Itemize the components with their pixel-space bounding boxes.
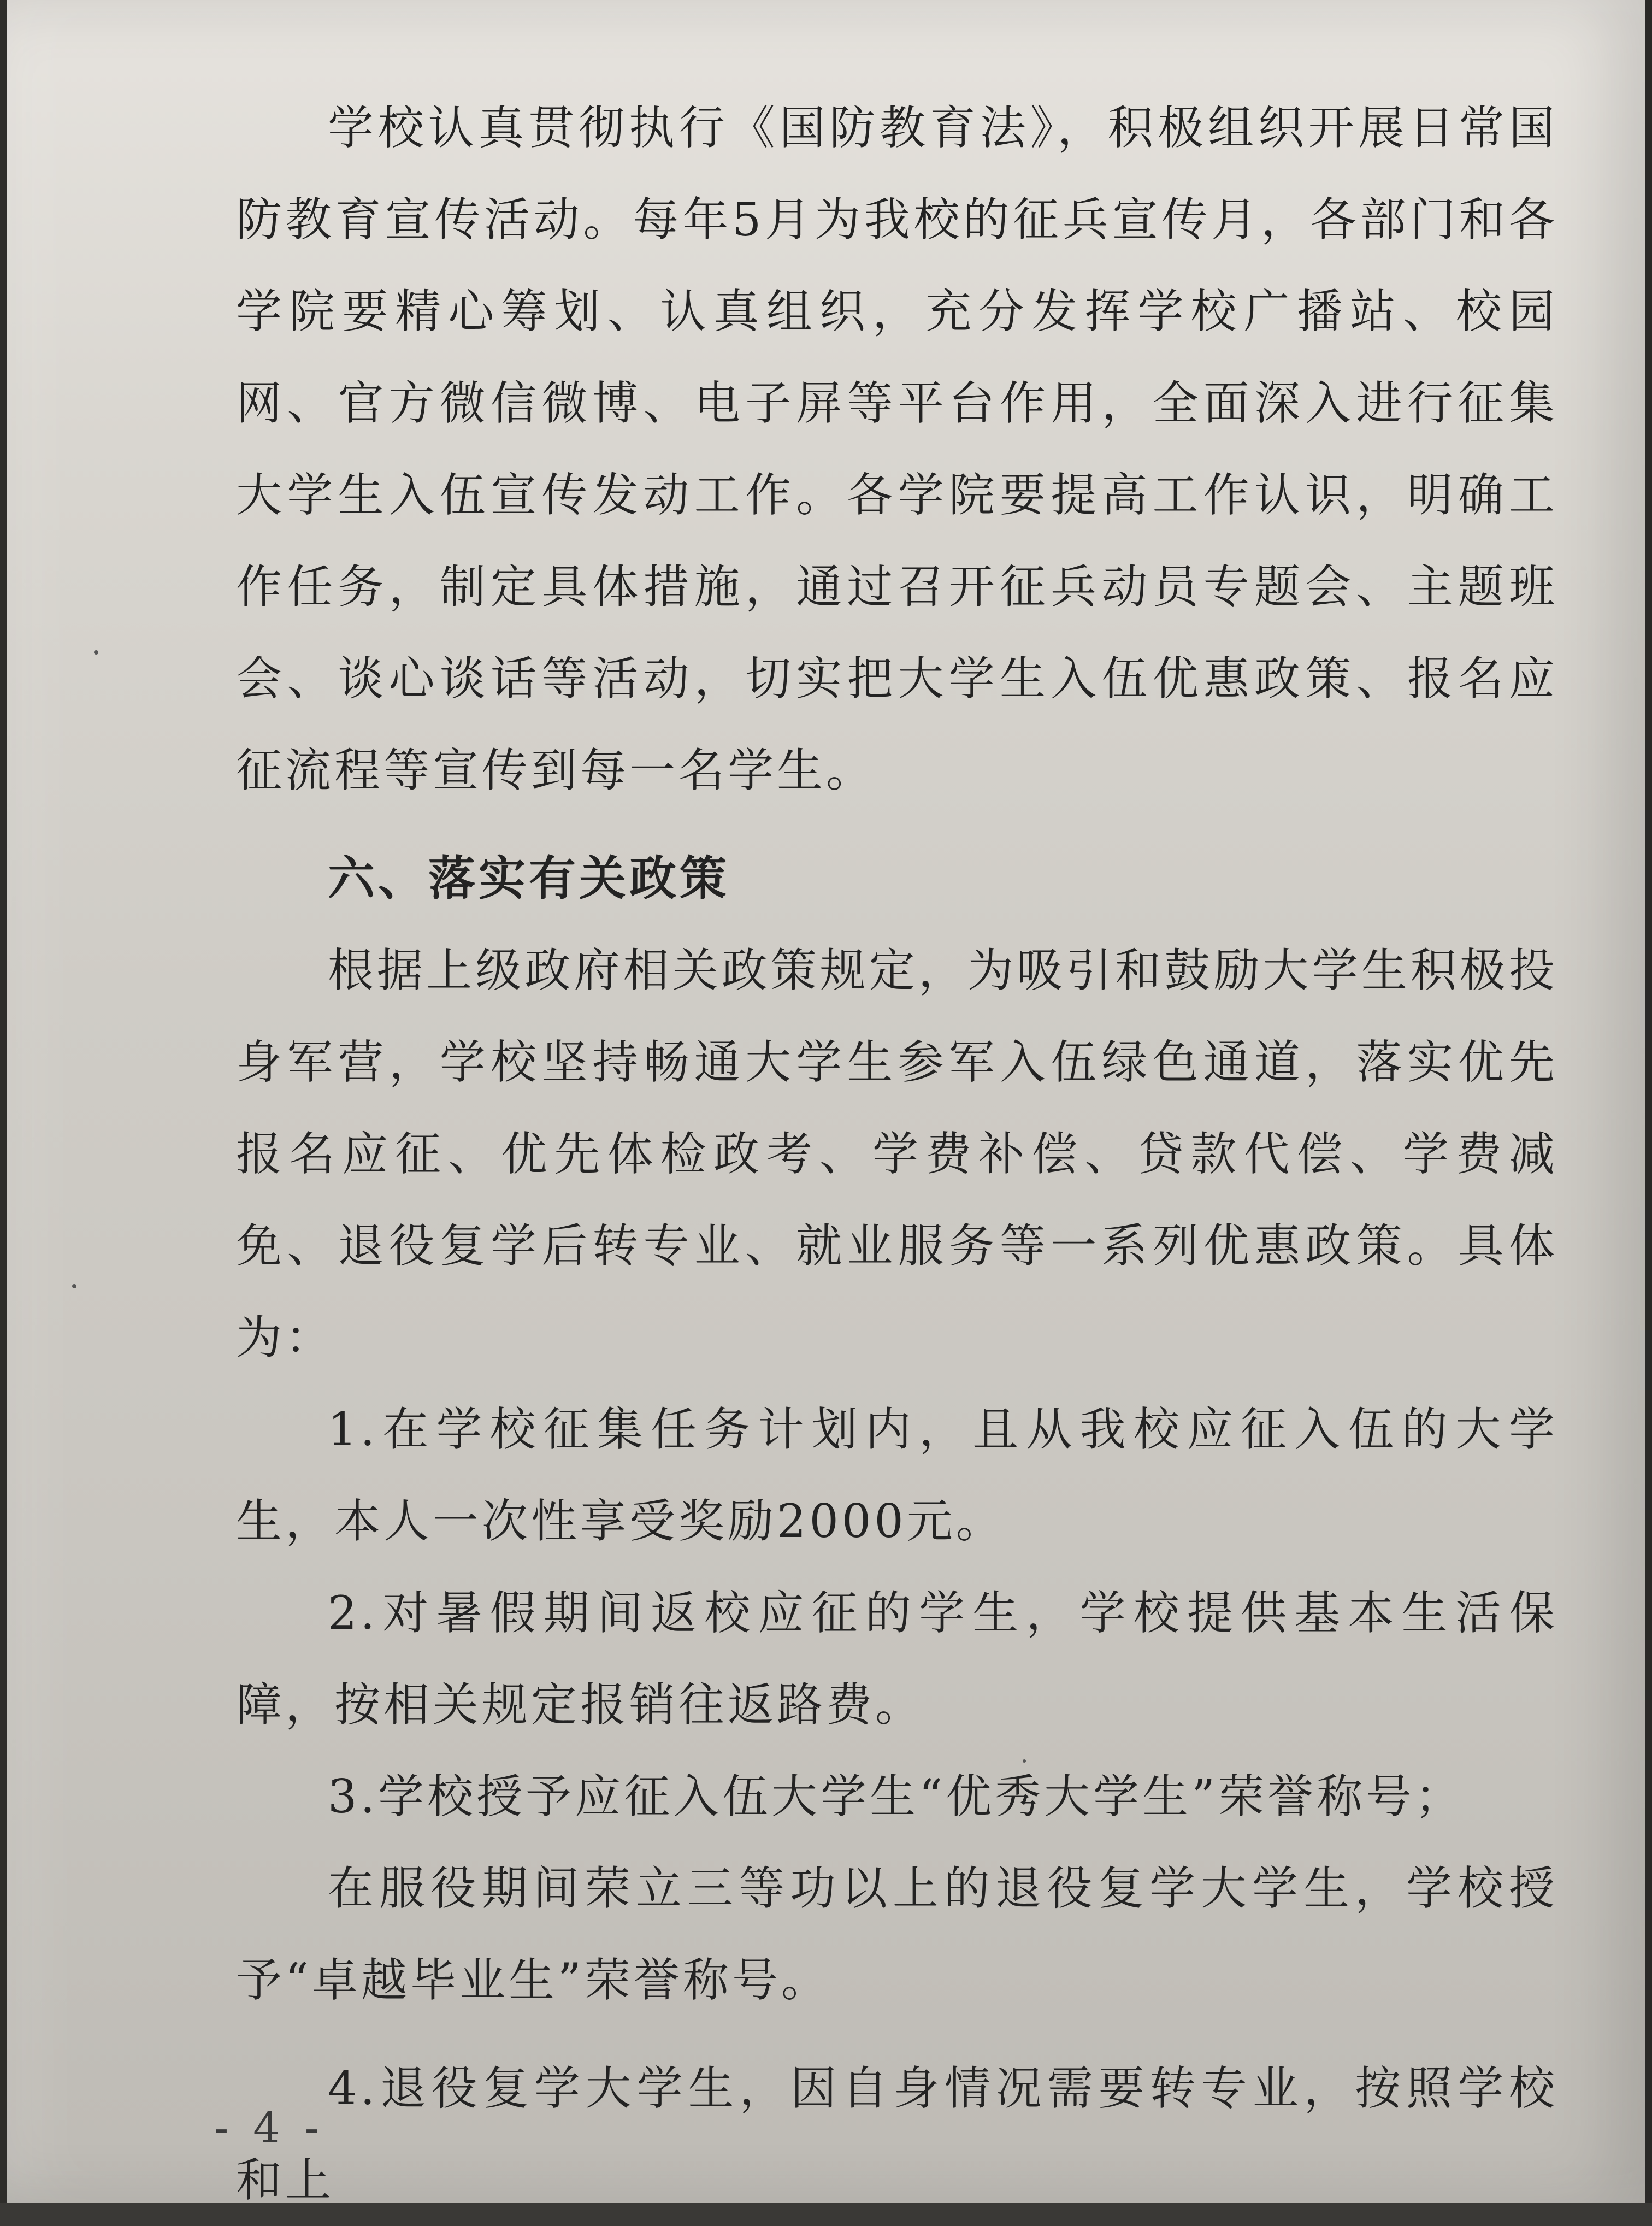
spacer [236, 2026, 1558, 2042]
paragraph-item-3: 3.学校授予应征入伍大学生“优秀大学生”荣誉称号； [328, 1770, 1465, 1823]
document-page [7, 0, 1645, 2207]
paper-speck [72, 1284, 76, 1288]
paragraph-propaganda: 学校认真贯彻执行《国防教育法》，积极组织开展日常国防教育宣传活动。每年5月为我校的征兵宣传月，各部门和各学院要精心筹划、认真组织，充分发挥学校广播站、校园网、官方微信微博、电子屏等平台作用，全面深入进行征集大学生入伍宣传发动工作。各学院要提高工作认识，明确工作任务，制定具体措施，通过召开征兵动员专题会、主题班会、谈心谈话等活动，切实把大学生入伍优惠政策、报名应征流程等宣传到每一名学生。 [236, 101, 1558, 797]
spacer [236, 816, 1558, 833]
page-number: - 4 - [214, 2104, 324, 2153]
paragraph-item-3-continued: 在服役期间荣立三等功以上的退役复学大学生，学校授予“卓越毕业生”荣誉称号。 [236, 1862, 1558, 2007]
paper-speck [94, 650, 98, 655]
paragraph-policy-intro: 根据上级政府相关政策规定，为吸引和鼓励大学生积极投身军营，学校坚持畅通大学生参军入伍绿色通道，落实优先报名应征、优先体检政考、学费补偿、贷款代偿、学费减免、退役复学后转专业、就业服务等一系列优惠政策。具体为： [236, 944, 1558, 1364]
paragraph-item-4: 4.退役复学大学生，因自身情况需要转专业，按照学校和上 [236, 2062, 1558, 2207]
section-heading: 六、落实有关政策 [328, 851, 730, 906]
document-body [236, 82, 1558, 2226]
paragraph-item-2: 2.对暑假期间返校应征的学生，学校提供基本生活保障，按相关规定报销往返路费。 [236, 1586, 1558, 1732]
paragraph-item-1: 1.在学校征集任务计划内，且从我校应征入伍的大学生，本人一次性享受奖励2000元。 [236, 1403, 1558, 1548]
